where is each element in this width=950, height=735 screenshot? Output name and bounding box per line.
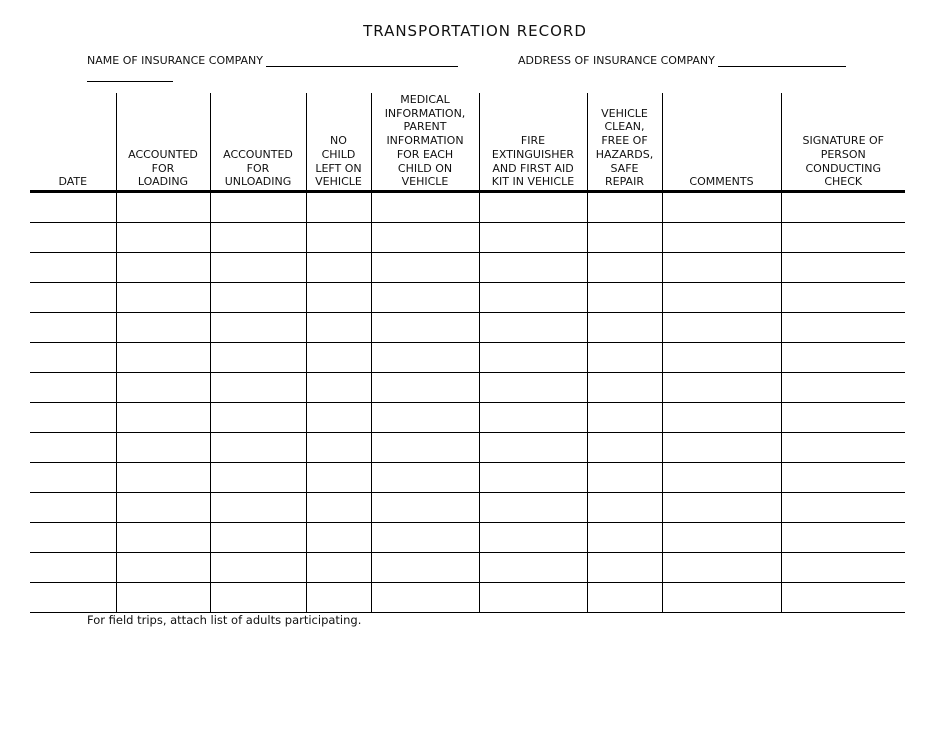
entry-cell[interactable] (479, 253, 587, 283)
entry-cell[interactable] (371, 223, 479, 253)
column-header-label: MEDICAL INFORMATION, PARENT INFORMATION FOR EACH CHILD ON VEHICLE (384, 93, 466, 189)
entry-cell[interactable] (662, 463, 781, 493)
entry-cell[interactable] (116, 283, 210, 313)
entry-cell[interactable] (371, 523, 479, 553)
entry-cell[interactable] (371, 283, 479, 313)
entry-cell[interactable] (30, 463, 116, 493)
entry-cell[interactable] (781, 313, 905, 343)
column-header-label: DATE (58, 175, 88, 189)
entry-cell[interactable] (306, 403, 371, 433)
table-row (30, 493, 905, 523)
entry-cell[interactable] (116, 373, 210, 403)
insurance-name-field (87, 54, 458, 67)
entry-cell[interactable] (210, 313, 306, 343)
entry-cell[interactable] (479, 523, 587, 553)
insurance-name-input-line-continued[interactable] (87, 81, 173, 82)
entry-cell[interactable] (306, 583, 371, 613)
entry-cell[interactable] (30, 192, 116, 223)
entry-cell[interactable] (210, 192, 306, 223)
entry-cell[interactable] (30, 283, 116, 313)
entry-cell[interactable] (662, 223, 781, 253)
table-row (30, 253, 905, 283)
table-row (30, 223, 905, 253)
entry-cell[interactable] (781, 523, 905, 553)
column-header (371, 93, 479, 192)
entry-cell[interactable] (210, 553, 306, 583)
column-header-label: VEHICLE CLEAN, FREE OF HAZARDS, SAFE REPAIR (595, 106, 654, 189)
table-row (30, 373, 905, 403)
entry-cell[interactable] (587, 493, 662, 523)
entry-cell[interactable] (210, 343, 306, 373)
entry-cell[interactable] (479, 463, 587, 493)
table-row (30, 433, 905, 463)
entry-cell[interactable] (662, 523, 781, 553)
entry-cell[interactable] (306, 373, 371, 403)
entry-cell[interactable] (210, 373, 306, 403)
entry-cell[interactable] (210, 433, 306, 463)
entry-cell[interactable] (662, 313, 781, 343)
table-row (30, 553, 905, 583)
entry-cell[interactable] (781, 373, 905, 403)
entry-cell[interactable] (116, 463, 210, 493)
entry-cell[interactable] (210, 583, 306, 613)
entry-cell[interactable] (306, 523, 371, 553)
entry-cell[interactable] (662, 553, 781, 583)
entry-cell[interactable] (306, 493, 371, 523)
entry-cell[interactable] (306, 463, 371, 493)
entry-cell[interactable] (306, 313, 371, 343)
entry-cell[interactable] (30, 433, 116, 463)
column-header (662, 93, 781, 192)
entry-cell[interactable] (781, 553, 905, 583)
entry-cell[interactable] (116, 253, 210, 283)
entry-cell[interactable] (781, 463, 905, 493)
entry-cell[interactable] (587, 373, 662, 403)
entry-cell[interactable] (781, 192, 905, 223)
entry-cell[interactable] (210, 283, 306, 313)
entry-cell[interactable] (587, 583, 662, 613)
table-row (30, 313, 905, 343)
column-header (479, 93, 587, 192)
entry-cell[interactable] (306, 223, 371, 253)
entry-cell[interactable] (479, 493, 587, 523)
entry-cell[interactable] (306, 433, 371, 463)
entry-cell[interactable] (479, 553, 587, 583)
column-header (587, 93, 662, 192)
entry-cell[interactable] (587, 403, 662, 433)
entry-cell[interactable] (116, 553, 210, 583)
footer-note: For field trips, attach list of adults participating. (87, 613, 362, 627)
entry-cell[interactable] (479, 313, 587, 343)
entry-cell[interactable] (479, 283, 587, 313)
entry-cell[interactable] (30, 553, 116, 583)
entry-cell[interactable] (479, 373, 587, 403)
entry-cell[interactable] (30, 583, 116, 613)
entry-cell[interactable] (30, 253, 116, 283)
entry-cell[interactable] (662, 283, 781, 313)
entry-cell[interactable] (587, 313, 662, 343)
entry-cell[interactable] (781, 583, 905, 613)
entry-cell[interactable] (479, 433, 587, 463)
entry-cell[interactable] (306, 553, 371, 583)
entry-cell[interactable] (210, 523, 306, 553)
entry-cell[interactable] (116, 343, 210, 373)
entry-cell[interactable] (479, 223, 587, 253)
column-header (781, 93, 905, 192)
entry-cell[interactable] (116, 523, 210, 553)
entry-cell[interactable] (587, 553, 662, 583)
entry-cell[interactable] (371, 343, 479, 373)
transportation-record-table (30, 93, 905, 613)
entry-cell[interactable] (30, 523, 116, 553)
page-title: TRANSPORTATION RECORD (363, 22, 587, 40)
entry-cell[interactable] (210, 403, 306, 433)
entry-cell[interactable] (116, 493, 210, 523)
column-header (116, 93, 210, 192)
entry-cell[interactable] (662, 192, 781, 223)
entry-cell[interactable] (30, 223, 116, 253)
table-row (30, 523, 905, 553)
table-row (30, 583, 905, 613)
entry-cell[interactable] (662, 343, 781, 373)
entry-cell[interactable] (662, 403, 781, 433)
table-row (30, 403, 905, 433)
entry-cell[interactable] (30, 403, 116, 433)
entry-cell[interactable] (371, 463, 479, 493)
entry-cell[interactable] (30, 343, 116, 373)
entry-cell[interactable] (30, 493, 116, 523)
column-header (30, 93, 116, 192)
entry-cell[interactable] (662, 433, 781, 463)
entry-cell[interactable] (781, 343, 905, 373)
entry-cell[interactable] (306, 192, 371, 223)
entry-cell[interactable] (662, 373, 781, 403)
insurance-name-label: NAME OF INSURANCE COMPANY (87, 54, 263, 67)
entry-cell[interactable] (116, 313, 210, 343)
column-header-label: NO CHILD LEFT ON VEHICLE (315, 134, 362, 189)
entry-cell[interactable] (587, 343, 662, 373)
table-row (30, 192, 905, 223)
entry-cell[interactable] (371, 192, 479, 223)
entry-cell[interactable] (587, 253, 662, 283)
entry-cell[interactable] (781, 403, 905, 433)
entry-cell[interactable] (371, 553, 479, 583)
entry-cell[interactable] (587, 223, 662, 253)
entry-cell[interactable] (371, 373, 479, 403)
entry-cell[interactable] (371, 253, 479, 283)
entry-cell[interactable] (371, 313, 479, 343)
table-row (30, 463, 905, 493)
entry-cell[interactable] (781, 253, 905, 283)
table-row (30, 283, 905, 313)
entry-cell[interactable] (371, 433, 479, 463)
entry-cell[interactable] (781, 433, 905, 463)
entry-cell[interactable] (781, 283, 905, 313)
column-header (210, 93, 306, 192)
insurance-name-input-line[interactable] (266, 54, 458, 67)
entry-cell[interactable] (306, 343, 371, 373)
entry-cell[interactable] (116, 223, 210, 253)
table-row (30, 343, 905, 373)
entry-cell[interactable] (781, 493, 905, 523)
entry-cell[interactable] (30, 373, 116, 403)
entry-cell[interactable] (587, 433, 662, 463)
entry-cell[interactable] (371, 403, 479, 433)
entry-cell[interactable] (479, 403, 587, 433)
column-header-label: ACCOUNTED FOR LOADING (128, 147, 198, 189)
column-header-label: SIGNATURE OF PERSON CONDUCTING CHECK (802, 134, 884, 189)
entry-cell[interactable] (662, 253, 781, 283)
column-header (306, 93, 371, 192)
entry-cell[interactable] (371, 583, 479, 613)
entry-cell[interactable] (116, 403, 210, 433)
entry-cell[interactable] (479, 583, 587, 613)
insurance-address-label: ADDRESS OF INSURANCE COMPANY (518, 54, 715, 67)
entry-cell[interactable] (116, 583, 210, 613)
entry-cell[interactable] (30, 313, 116, 343)
column-header-label: FIRE EXTINGUISHER AND FIRST AID KIT IN VEHICLE (491, 134, 575, 189)
entry-cell[interactable] (587, 523, 662, 553)
entry-cell[interactable] (479, 343, 587, 373)
entry-cell[interactable] (210, 253, 306, 283)
column-header-label: ACCOUNTED FOR UNLOADING (223, 147, 293, 189)
entry-cell[interactable] (306, 283, 371, 313)
entry-cell[interactable] (371, 493, 479, 523)
entry-cell[interactable] (479, 192, 587, 223)
entry-cell[interactable] (587, 192, 662, 223)
column-header-label: COMMENTS (689, 175, 754, 189)
entry-cell[interactable] (210, 493, 306, 523)
entry-cell[interactable] (306, 253, 371, 283)
entry-cell[interactable] (210, 223, 306, 253)
entry-cell[interactable] (587, 463, 662, 493)
entry-cell[interactable] (781, 223, 905, 253)
entry-cell[interactable] (662, 493, 781, 523)
insurance-address-field (518, 54, 846, 67)
entry-cell[interactable] (210, 463, 306, 493)
entry-cell[interactable] (116, 192, 210, 223)
entry-cell[interactable] (587, 283, 662, 313)
entry-cell[interactable] (116, 433, 210, 463)
entry-cell[interactable] (662, 583, 781, 613)
insurance-address-input-line[interactable] (718, 54, 846, 67)
